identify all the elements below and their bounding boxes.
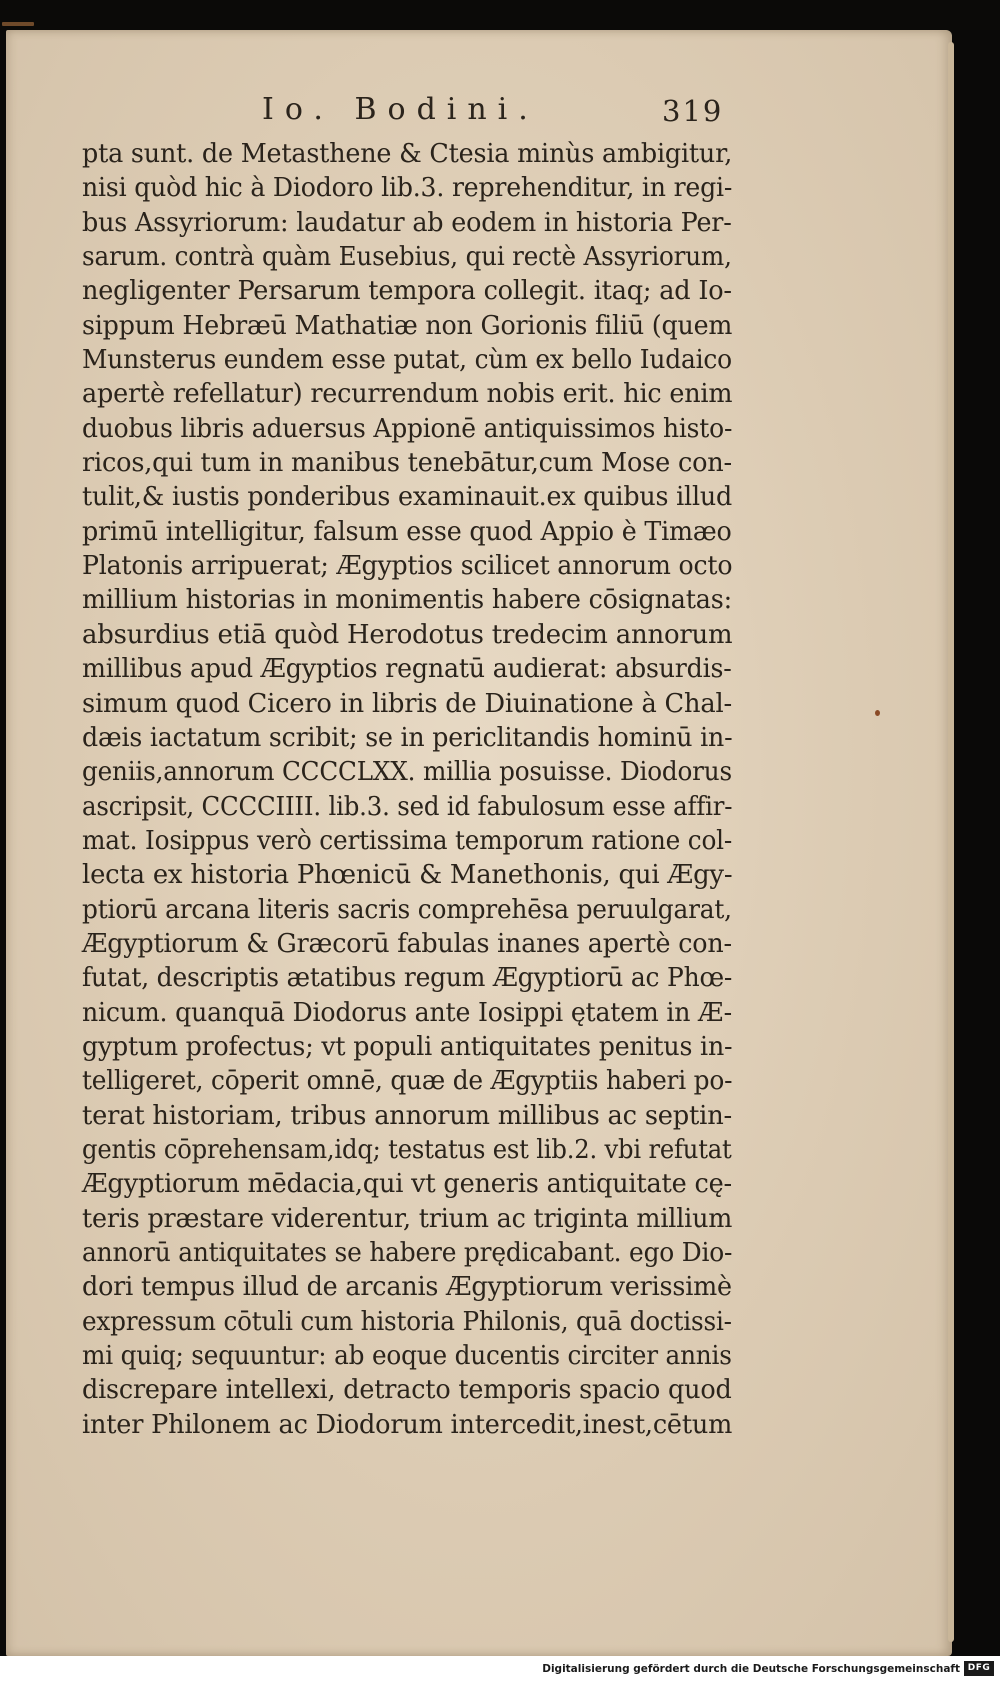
text-line: apertè refellatur) recurrendum nobis erit. hic enim [82, 379, 733, 410]
text-line: simum quod Cicero in libris de Diuinatione à Chal- [82, 688, 732, 719]
running-head [0, 92, 1000, 136]
text-line: teris præstare viderentur, trium ac triginta millium [82, 1203, 733, 1234]
text-line: dæis iactatum scribit; se in periclitandis hominū in- [82, 722, 733, 753]
text-line: expressum cōtuli cum historia Philonis, quā doctissi- [82, 1306, 732, 1337]
text-line: discrepare intellexi, detracto temporis spacio quod [82, 1375, 732, 1406]
text-line: annorū antiquitates se habere prędicabant. ego Dio- [82, 1238, 733, 1268]
text-line: tulit,& iustis ponderibus examinauit.ex quibus illud [82, 482, 733, 513]
text-line: Munsterus eundem esse putat, cùm ex bello Iudaico [82, 345, 732, 376]
text-line: Platonis arripuerat; Ægyptios scilicet annorum octo [82, 551, 733, 582]
text-line: ricos,qui tum in manibus tenebātur,cum Mose con- [82, 448, 732, 479]
text-line: futat, descriptis ætatibus regum Ægyptiorū ac Phœ- [82, 963, 733, 994]
text-line: ascripsit, CCCCIIII. lib.3. sed id fabulosum esse affir- [82, 791, 733, 822]
page-edge-tab [2, 22, 34, 26]
text-line: Ægyptiorum mēdacia,qui vt generis antiquitate cę- [82, 1169, 732, 1200]
text-line: dori tempus illud de arcanis Ægyptiorum verissimè [82, 1272, 732, 1303]
text-line: terat historiam, tribus annorum millibus ac septin- [82, 1100, 733, 1131]
text-line: primū intelligitur, falsum esse quod Appio è Timæo [82, 516, 732, 547]
text-line: telligeret, cōperit omnē, quæ de Ægyptiis haberi po- [82, 1066, 733, 1097]
text-line: inter Philonem ac Diodorum intercedit,inest,cētum [82, 1409, 733, 1440]
text-line: sippum Hebræū Mathatiæ non Gorionis filiū (quem [82, 310, 733, 341]
text-line: mi quiq; sequuntur: ab eoque ducentis circiter annis [82, 1341, 732, 1372]
text-line: gentis cōprehensam,idq; testatus est lib.2. vbi refutat [82, 1134, 732, 1165]
text-line: mat. Iosippus verò certissima temporum ratione col- [82, 825, 733, 856]
text-line: gyptum profectus; vt populi antiquitates penitus in- [82, 1031, 733, 1062]
text-line: duobus libris aduersus Appionē antiquissimos histo- [82, 413, 733, 444]
body-text [82, 137, 732, 1442]
text-line: sarum. contrà quàm Eusebius, qui rectè Assyriorum, [82, 242, 732, 273]
page-number: 319 [662, 94, 724, 128]
text-line: absurdius etiā quòd Herodotus tredecim annorum [82, 619, 733, 650]
digitization-footer [0, 1656, 1000, 1685]
text-line: geniis,annorum CCCCLXX. millia posuisse. Diodorus [82, 757, 732, 788]
text-line: Ægyptiorum & Græcorū fabulas inanes apertè con- [82, 928, 732, 959]
text-line: pta sunt. de Metasthene & Ctesia minùs ambigitur, [82, 139, 733, 169]
text-line: negligenter Persarum tempora collegit. itaq; ad Io- [82, 276, 732, 307]
text-line: nicum. quanquā Diodorus ante Iosippi ętatem in Æ- [82, 997, 732, 1028]
paper-speck [875, 710, 880, 716]
text-line: lecta ex historia Phœnicū & Manethonis, qui Ægy- [82, 860, 733, 891]
funding-credit: Digitalisierung gefördert durch die Deutsche Forschungsgemeinschaft [542, 1663, 960, 1675]
dfg-logo: DFG [964, 1661, 994, 1676]
text-line: millium historias in monimentis habere cōsignatas: [82, 585, 732, 616]
running-head-title: Io. Bodini. [262, 92, 539, 127]
text-line: nisi quòd hic à Diodoro lib.3. reprehenditur, in regi- [82, 173, 733, 204]
text-line: millibus apud Ægyptios regnatū audierat: absurdis- [82, 654, 732, 685]
scan-top-border [0, 0, 1000, 30]
text-line: bus Assyriorum: laudatur ab eodem in historia Per- [82, 207, 732, 238]
text-line: ptiorū arcana literis sacris comprehēsa peruulgarat, [82, 894, 732, 925]
